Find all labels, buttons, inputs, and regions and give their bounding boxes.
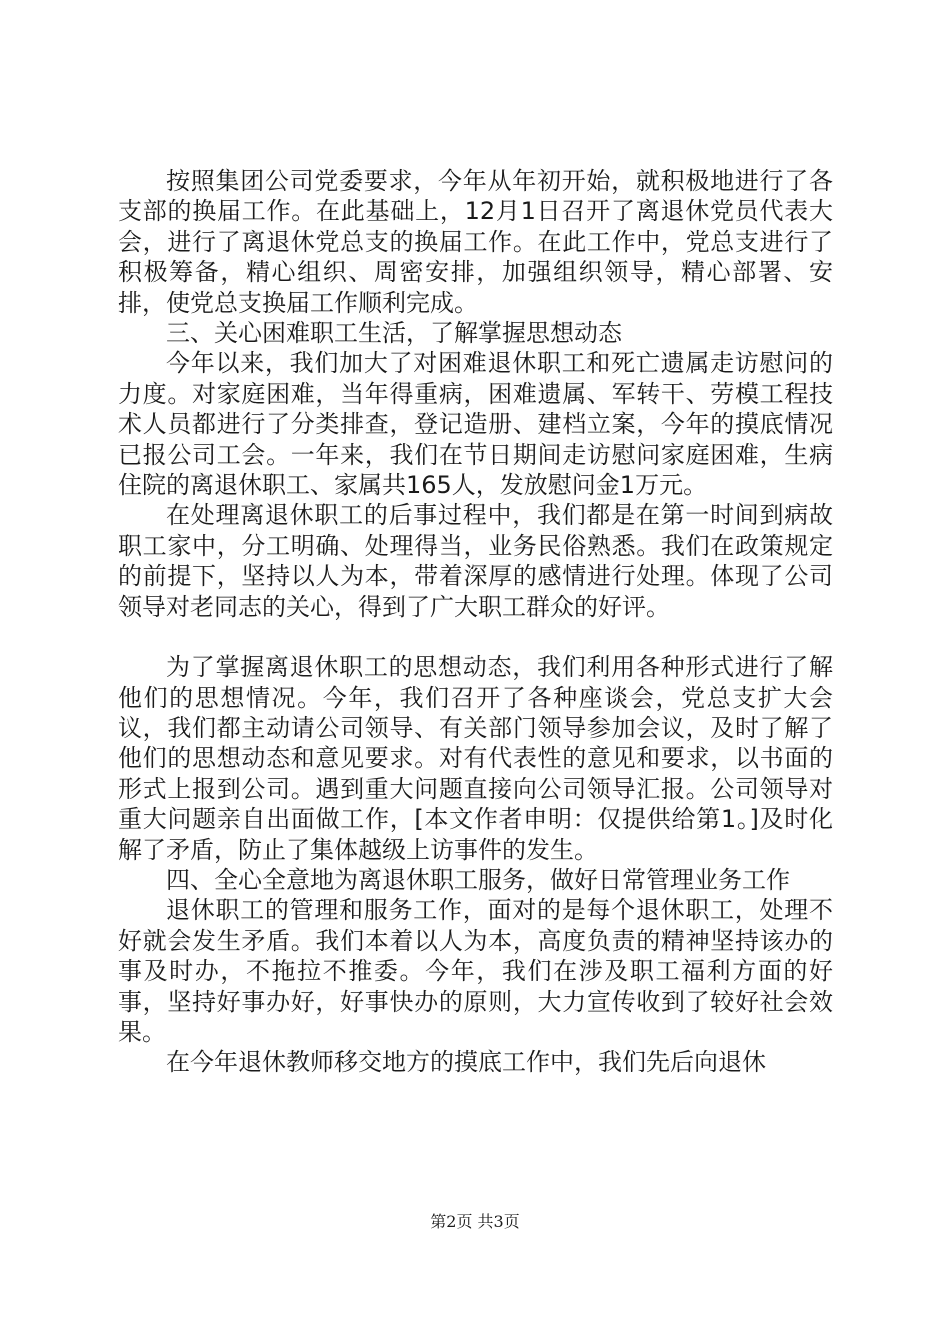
section-heading-3: 三、关心困难职工生活，了解掌握思想动态: [166, 319, 622, 348]
paragraph-service-work: 退休职工的管理和服务工作，面对的是每个退休职工，处理不好就会发生矛盾。我们本着以人为本，高度负责的精神坚持该办的事及时办，不拖拉不推委。今年，我们在涉及职工福利方面的好事，坚持好事办好，好事快办的原则，大力宣传收到了较好社会效果。: [118, 896, 833, 1046]
page-footer: 第2页 共3页: [430, 1212, 520, 1231]
paragraph-visits: 今年以来，我们加大了对困难退休职工和死亡遗属走访慰问的力度。对家庭困难，当年得重病，困难遗属、军转干、劳模工程技术人员都进行了分类排查，登记造册、建档立案，今年的摸底情况已报公司工会。一年来，我们在节日期间走访慰问家庭困难，生病住院的离退休职工、家属共165人，发放慰问金1万元。: [118, 349, 833, 500]
paragraph-thought-dynamics: 为了掌握离退休职工的思想动态，我们利用各种形式进行了解他们的思想情况。今年，我们召开了各种座谈会，党总支扩大会议，我们都主动请公司领导、有关部门领导参加会议，及时了解了他们的思想动态和意见要求。对有代表性的意见和要求，以书面的形式上报到公司。遇到重大问题直接向公司领导汇报。公司领导对重大问题亲自出面做工作，[本文作者申明：仅提供给第1。]及时化解了矛盾，防止了集体越级上访事件的发生。: [118, 653, 833, 864]
section-heading-4: 四、全心全意地为离退休职工服务，做好日常管理业务工作: [166, 865, 790, 894]
paragraph-teacher-transfer: 在今年退休教师移交地方的摸底工作中，我们先后向退休: [166, 1048, 766, 1077]
document-body: [118, 166, 833, 1078]
paragraph-funeral-affairs: 在处理离退休职工的后事过程中，我们都是在第一时间到病故职工家中，分工明确、处理得当，业务民俗熟悉。我们在政策规定的前提下，坚持以人为本，带着深厚的感情进行处理。体现了公司领导对老同志的关心，得到了广大职工群众的好评。: [118, 501, 833, 621]
paragraph-election-work: 按照集团公司党委要求，今年从年初开始，就积极地进行了各支部的换届工作。在此基础上，12月1日召开了离退休党员代表大会，进行了离退休党总支的换届工作。在此工作中，党总支进行了积极筹备，精心组织、周密安排，加强组织领导，精心部署、安排，使党总支换届工作顺利完成。: [118, 167, 833, 317]
